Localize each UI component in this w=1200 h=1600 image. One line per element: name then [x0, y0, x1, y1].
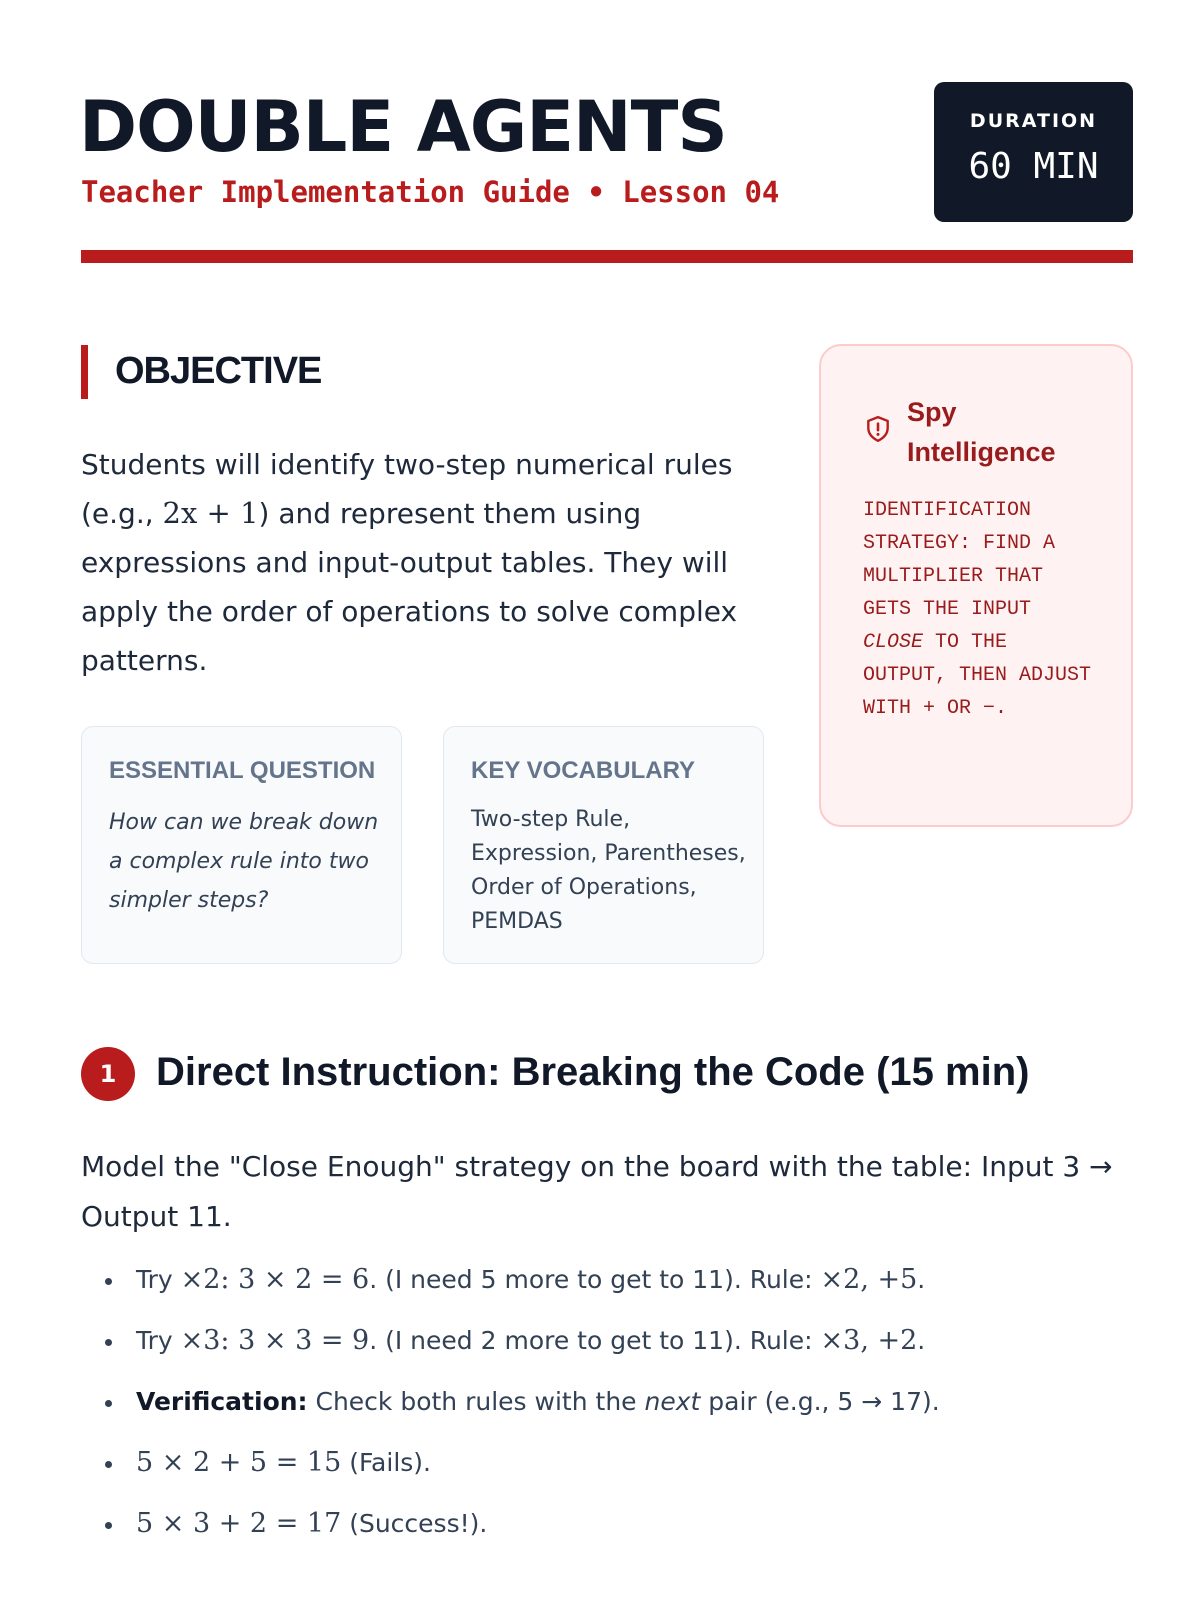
objective-text-part-1: Students will identify two-step numerical rules (e.g., [81, 448, 733, 530]
instruction-list [81, 1258, 1133, 1563]
spy-intelligence-title: Spy Intelligence [907, 397, 1056, 467]
lesson-page [81, 0, 1133, 1600]
bullet-text: . [917, 1326, 926, 1355]
duration-value: 60 MIN [968, 146, 1099, 187]
objective-text [81, 440, 761, 685]
page-subtitle: Teacher Implementation Guide • Lesson 04 [81, 175, 780, 209]
key-vocabulary-text: Two-step Rule, Expression, Parentheses, Order of Operations, PEMDAS [471, 807, 746, 934]
essential-question-card [81, 726, 402, 964]
essential-question-text: How can we break down a complex rule into two simpler steps? [109, 810, 379, 913]
bullet-math: ×3: 3 × 3 = 9 [180, 1325, 370, 1356]
bullet-text: . (I need 2 more to get to 11). Rule: [369, 1326, 821, 1355]
section-intro: Model the "Close Enough" strategy on the board with the table: Input 3 → Output 11. [81, 1150, 1113, 1233]
page-title: DOUBLE AGENTS [79, 86, 727, 168]
duration-badge [934, 82, 1133, 222]
bullet-math: 5 × 3 + 2 = 17 [136, 1508, 342, 1539]
bullet-math: ×2: 3 × 2 = 6 [180, 1264, 370, 1295]
shield-alert-icon [865, 415, 891, 443]
list-item [81, 1319, 1133, 1380]
list-item [81, 1258, 1133, 1319]
objective-heading: OBJECTIVE [115, 350, 322, 392]
list-item [81, 1441, 1133, 1502]
list-item [81, 1502, 1133, 1563]
spy-text-part-2: TO THE OUTPUT, THEN ADJUST WITH + OR −. [863, 631, 1092, 720]
spy-text-emphasis: CLOSE [863, 631, 924, 654]
bullet-text: Try [136, 1326, 181, 1355]
spy-intelligence-text [863, 494, 1093, 725]
bullet-text: (Success!). [341, 1509, 488, 1538]
duration-label: DURATION [969, 110, 1098, 132]
list-item [81, 1380, 1133, 1441]
header-divider [81, 250, 1133, 263]
bullet-text: (Fails). [341, 1448, 431, 1477]
bullet-emphasis: next [644, 1387, 701, 1416]
objective-text-part-2: ) and represent them using expressions and input-output tables. They will apply the order of operations to solve complex patterns. [81, 497, 738, 677]
objective-accent-bar [81, 345, 88, 399]
bullet-math: ×3, +2 [820, 1325, 918, 1356]
section-title: Direct Instruction: Breaking the Code (15 min) [156, 1050, 1030, 1094]
bullet-text: Try [136, 1265, 181, 1294]
bullet-text: Check both rules with the [307, 1387, 645, 1416]
key-vocabulary-title: KEY VOCABULARY [471, 757, 696, 784]
essential-question-title: ESSENTIAL QUESTION [109, 757, 376, 784]
bullet-bold-label: Verification: [136, 1387, 308, 1416]
bullet-math: 5 × 2 + 5 = 15 [136, 1447, 342, 1478]
section-number-badge: 1 [81, 1047, 135, 1101]
spy-intelligence-callout [819, 344, 1133, 827]
objective-math: 2x + 1 [162, 496, 259, 530]
bullet-math: ×2, +5 [820, 1264, 918, 1295]
bullet-text: . (I need 5 more to get to 11). Rule: [369, 1265, 821, 1294]
bullet-text: pair (e.g., 5 → 17). [700, 1387, 940, 1416]
page-header [81, 0, 1133, 264]
bullet-text: . [917, 1265, 926, 1294]
key-vocabulary-card [443, 726, 764, 964]
spy-text-part-1: IDENTIFICATION STRATEGY: FIND A MULTIPLIER THAT GETS THE INPUT [863, 499, 1056, 621]
